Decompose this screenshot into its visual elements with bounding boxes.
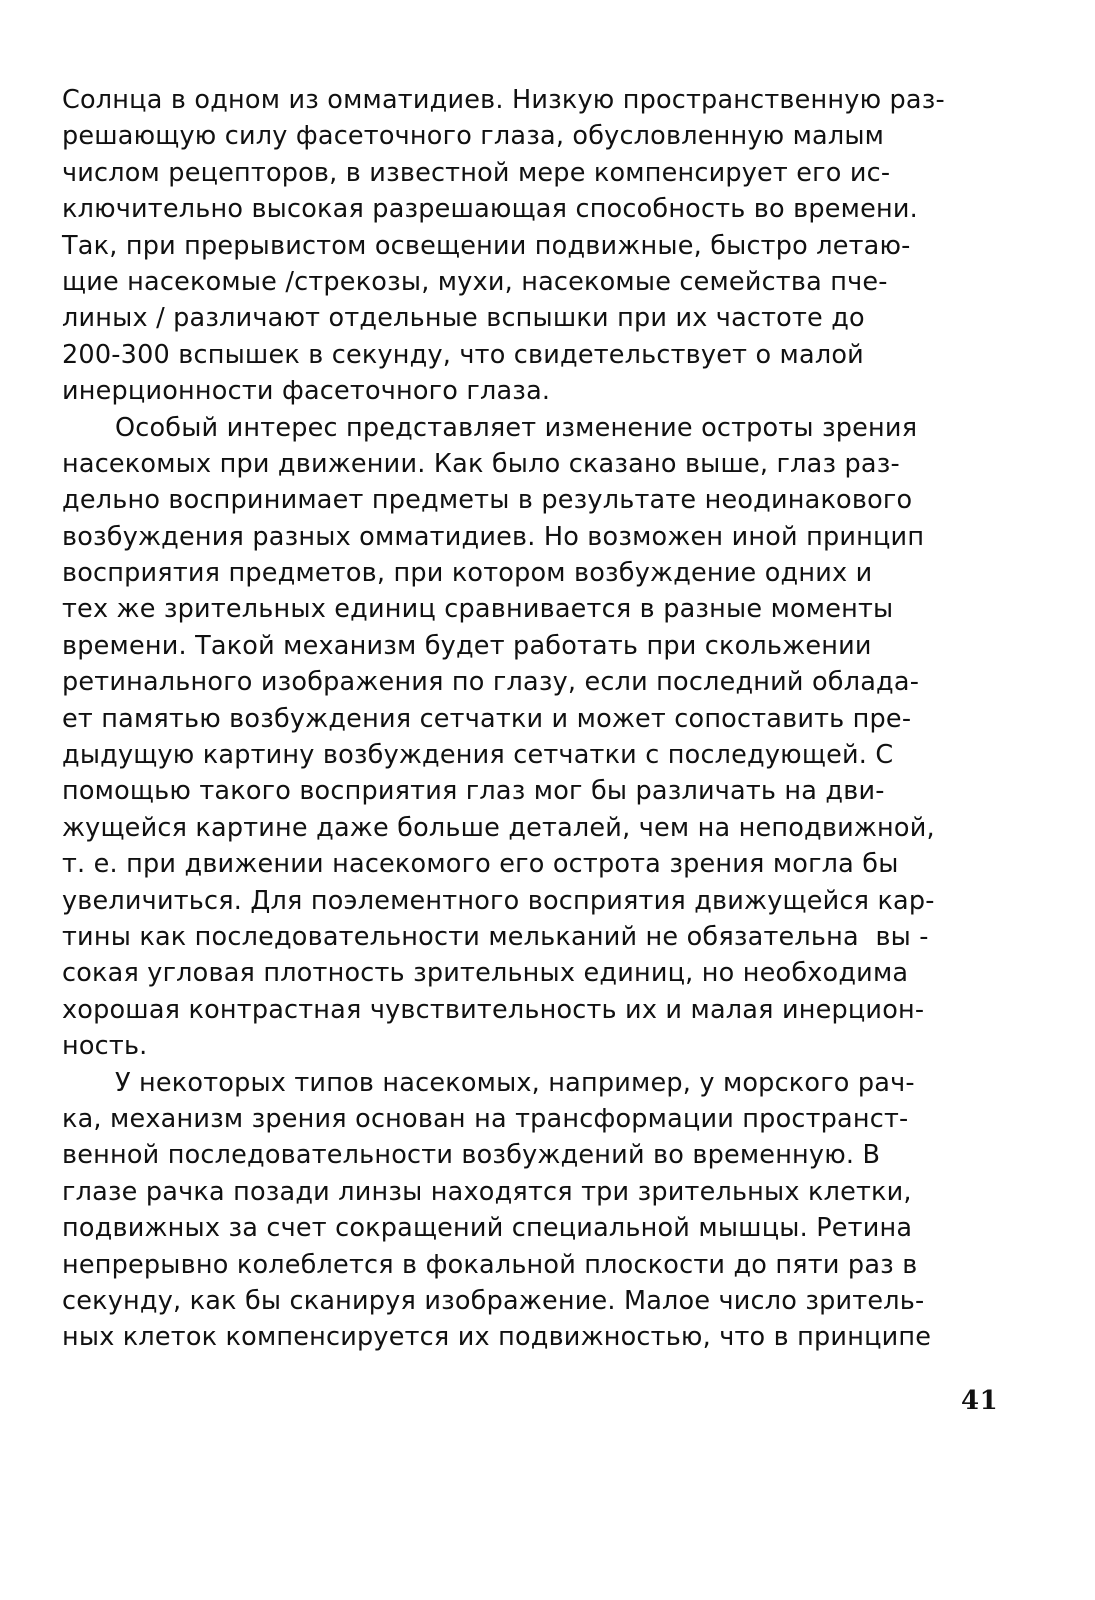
text-line: венной последовательности возбуждений во временную. В bbox=[62, 1140, 881, 1171]
text-line: сокая угловая плотность зрительных единиц, но необходима bbox=[62, 958, 909, 989]
text-line: дыдущую картину возбуждения сетчатки с последующей. С bbox=[62, 740, 894, 771]
text-line: решающую силу фасеточного глаза, обусловленную малым bbox=[62, 121, 885, 152]
text-line: непрерывно колеблется в фокальной плоскости до пяти раз в bbox=[62, 1249, 918, 1280]
text-line: тины как последовательности мельканий не обязательна вы - bbox=[62, 921, 929, 952]
text-line: Солнца в одном из омматидиев. Низкую пространственную раз- bbox=[62, 85, 945, 115]
text-line: 200-300 вспышек в секунду, что свидетельствует о малой bbox=[62, 339, 864, 370]
paragraph-3 bbox=[62, 1065, 1042, 1356]
text-line: числом рецепторов, в известной мере компенсирует его ис- bbox=[62, 157, 891, 188]
text-line: дельно воспринимает предметы в результате неодинакового bbox=[62, 485, 913, 516]
text-line: ка, механизм зрения основан на трансформации пространст- bbox=[62, 1103, 909, 1134]
text-line: щие насекомые /стрекозы, мухи, насекомые семейства пче- bbox=[62, 266, 888, 297]
text-line: инерционности фасеточного глаза. bbox=[62, 376, 551, 407]
text-line: возбуждения разных омматидиев. Но возможен иной принцип bbox=[62, 521, 925, 552]
text-column bbox=[62, 82, 1042, 1356]
text-line: восприятия предметов, при котором возбуждение одних и bbox=[62, 558, 873, 589]
text-line: ность. bbox=[62, 1031, 148, 1062]
text-line: секунду, как бы сканируя изображение. Малое число зритель- bbox=[62, 1285, 925, 1316]
text-line: У некоторых типов насекомых, например, у морского рач- bbox=[115, 1067, 915, 1098]
text-line: помощью такого восприятия глаз мог бы различать на дви- bbox=[62, 776, 885, 807]
text-line: ретинального изображения по глазу, если последний облада- bbox=[62, 667, 920, 698]
text-line: ных клеток компенсируется их подвижностью, что в принципе bbox=[62, 1322, 932, 1353]
text-line: глазе рачка позади линзы находятся три зрительных клетки, bbox=[62, 1176, 912, 1207]
text-line: Так, при прерывистом освещении подвижные, быстро летаю- bbox=[62, 230, 911, 261]
text-line: хорошая контрастная чувствительность их и малая инерцион- bbox=[62, 994, 925, 1025]
text-line: тех же зрительных единиц сравнивается в разные моменты bbox=[62, 594, 894, 625]
text-line: жущейся картине даже больше деталей, чем на неподвижной, bbox=[62, 812, 935, 843]
paragraph-1 bbox=[62, 82, 1042, 410]
text-line: насекомых при движении. Как было сказано выше, глаз раз- bbox=[62, 448, 900, 479]
text-line: подвижных за счет сокращений специальной мышцы. Ретина bbox=[62, 1213, 913, 1244]
text-line: времени. Такой механизм будет работать при скольжении bbox=[62, 630, 872, 661]
text-line: ключительно высокая разрешающая способность во времени. bbox=[62, 194, 918, 225]
text-line: увеличиться. Для поэлементного восприятия движущейся кар- bbox=[62, 885, 935, 916]
text-line: Особый интерес представляет изменение остроты зрения bbox=[115, 412, 918, 443]
text-line: т. е. при движении насекомого его острота зрения могла бы bbox=[62, 849, 899, 880]
text-line: линых / различают отдельные вспышки при их частоте до bbox=[62, 303, 865, 334]
page-number: 41 bbox=[961, 1386, 999, 1416]
text-line: ет памятью возбуждения сетчатки и может сопоставить пре- bbox=[62, 703, 912, 734]
paragraph-2 bbox=[62, 410, 1042, 1065]
